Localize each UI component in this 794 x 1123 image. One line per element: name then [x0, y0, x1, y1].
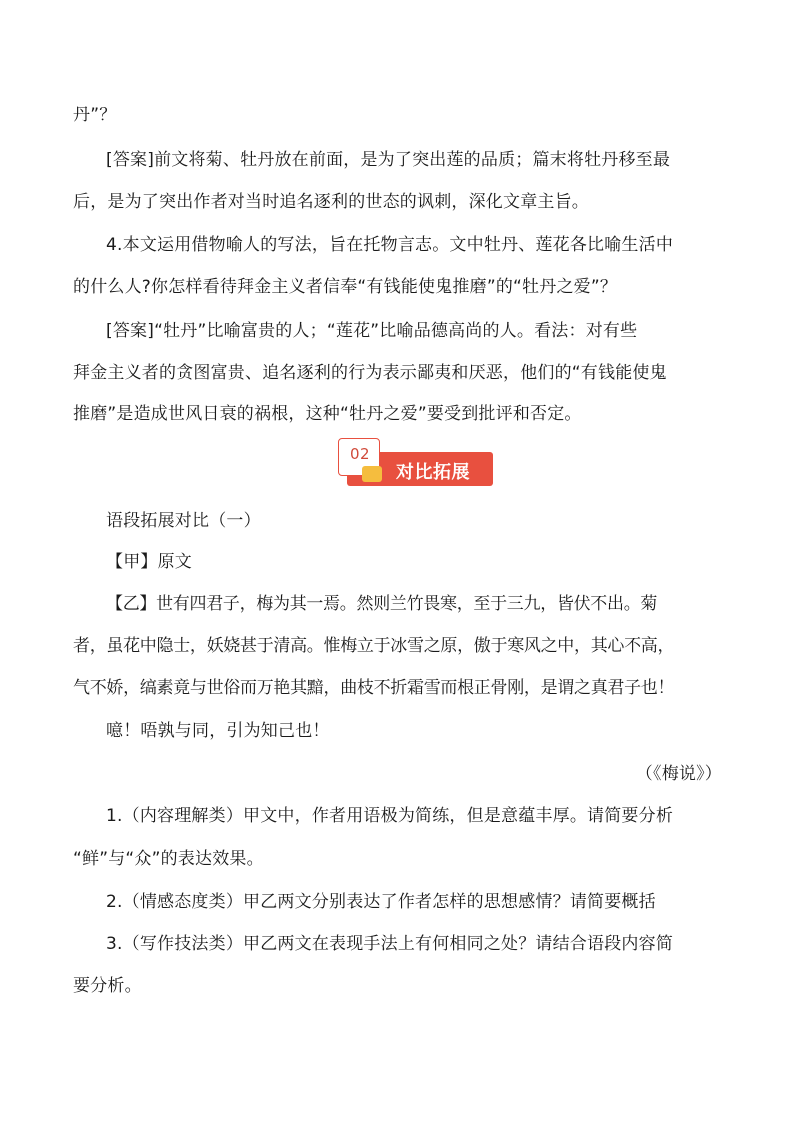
passage-line: 者，虽花中隐士，妖娆甚于清高。惟梅立于冰雪之原，傲于寒风之中，其心不高， [73, 636, 675, 656]
question-line: “鲜”与“众”的表达效果。 [73, 849, 264, 869]
answer-paragraph-line: 拜金主义者的贪图富贵、追名逐利的行为表示鄙夷和厌恶，他们的“有钱能使鬼 [73, 363, 667, 383]
section-badge [338, 438, 493, 494]
answer-paragraph-line: [答案]“牡丹”比喻富贵的人；“莲花”比喻品德高尚的人。看法：对有些 [106, 321, 638, 341]
passage-line: 【乙】世有四君子，梅为其一焉。然则兰竹畏寒，至于三九，皆伏不出。菊 [106, 594, 658, 614]
question-line: 要分析。 [73, 976, 142, 996]
question-line: 3.（写作技法类）甲乙两文在表现手法上有何相同之处？请结合语段内容简 [106, 934, 674, 954]
badge-accent-icon [362, 466, 382, 482]
section-title: 对比拓展 [396, 462, 470, 483]
text-label-jia: 【甲】原文 [106, 552, 192, 572]
passage-line: 噫！唔孰与同，引为知己也！ [106, 721, 330, 741]
section-subtitle: 语段拓展对比（一） [106, 511, 261, 531]
answer-line-continuation: 丹”？ [73, 105, 117, 125]
question-paragraph-line: 4.本文运用借物喻人的写法，旨在托物言志。文中牡丹、莲花各比喻生活中 [106, 235, 674, 255]
question-line: 2.（情感态度类）甲乙两文分别表达了作者怎样的思想感情？请简要概括 [106, 892, 656, 912]
passage-source: （《梅说》） [635, 764, 722, 784]
passage-line: 气不娇，缟素竟与世俗而万艳其黯，曲枝不折霜雪而根正骨刚，是谓之真君子也！ [73, 678, 675, 698]
answer-paragraph-line: [答案]前文将菊、牡丹放在前面，是为了突出莲的品质；篇末将牡丹移至最 [106, 150, 671, 170]
answer-paragraph-line: 后，是为了突出作者对当时追名逐利的世态的讽刺，深化文章主旨。 [73, 192, 589, 212]
answer-paragraph-line: 推磨”是造成世风日衰的祸根，这种“牡丹之爱”要受到批评和否定。 [73, 404, 582, 424]
question-paragraph-line: 的什么人?你怎样看待拜金主义者信奉“有钱能使鬼推磨”的“牡丹之爱”？ [73, 277, 618, 297]
question-line: 1.（内容理解类）甲文中，作者用语极为简练，但是意蕴丰厚。请简要分析 [106, 806, 674, 826]
section-number: 02 [349, 445, 371, 463]
